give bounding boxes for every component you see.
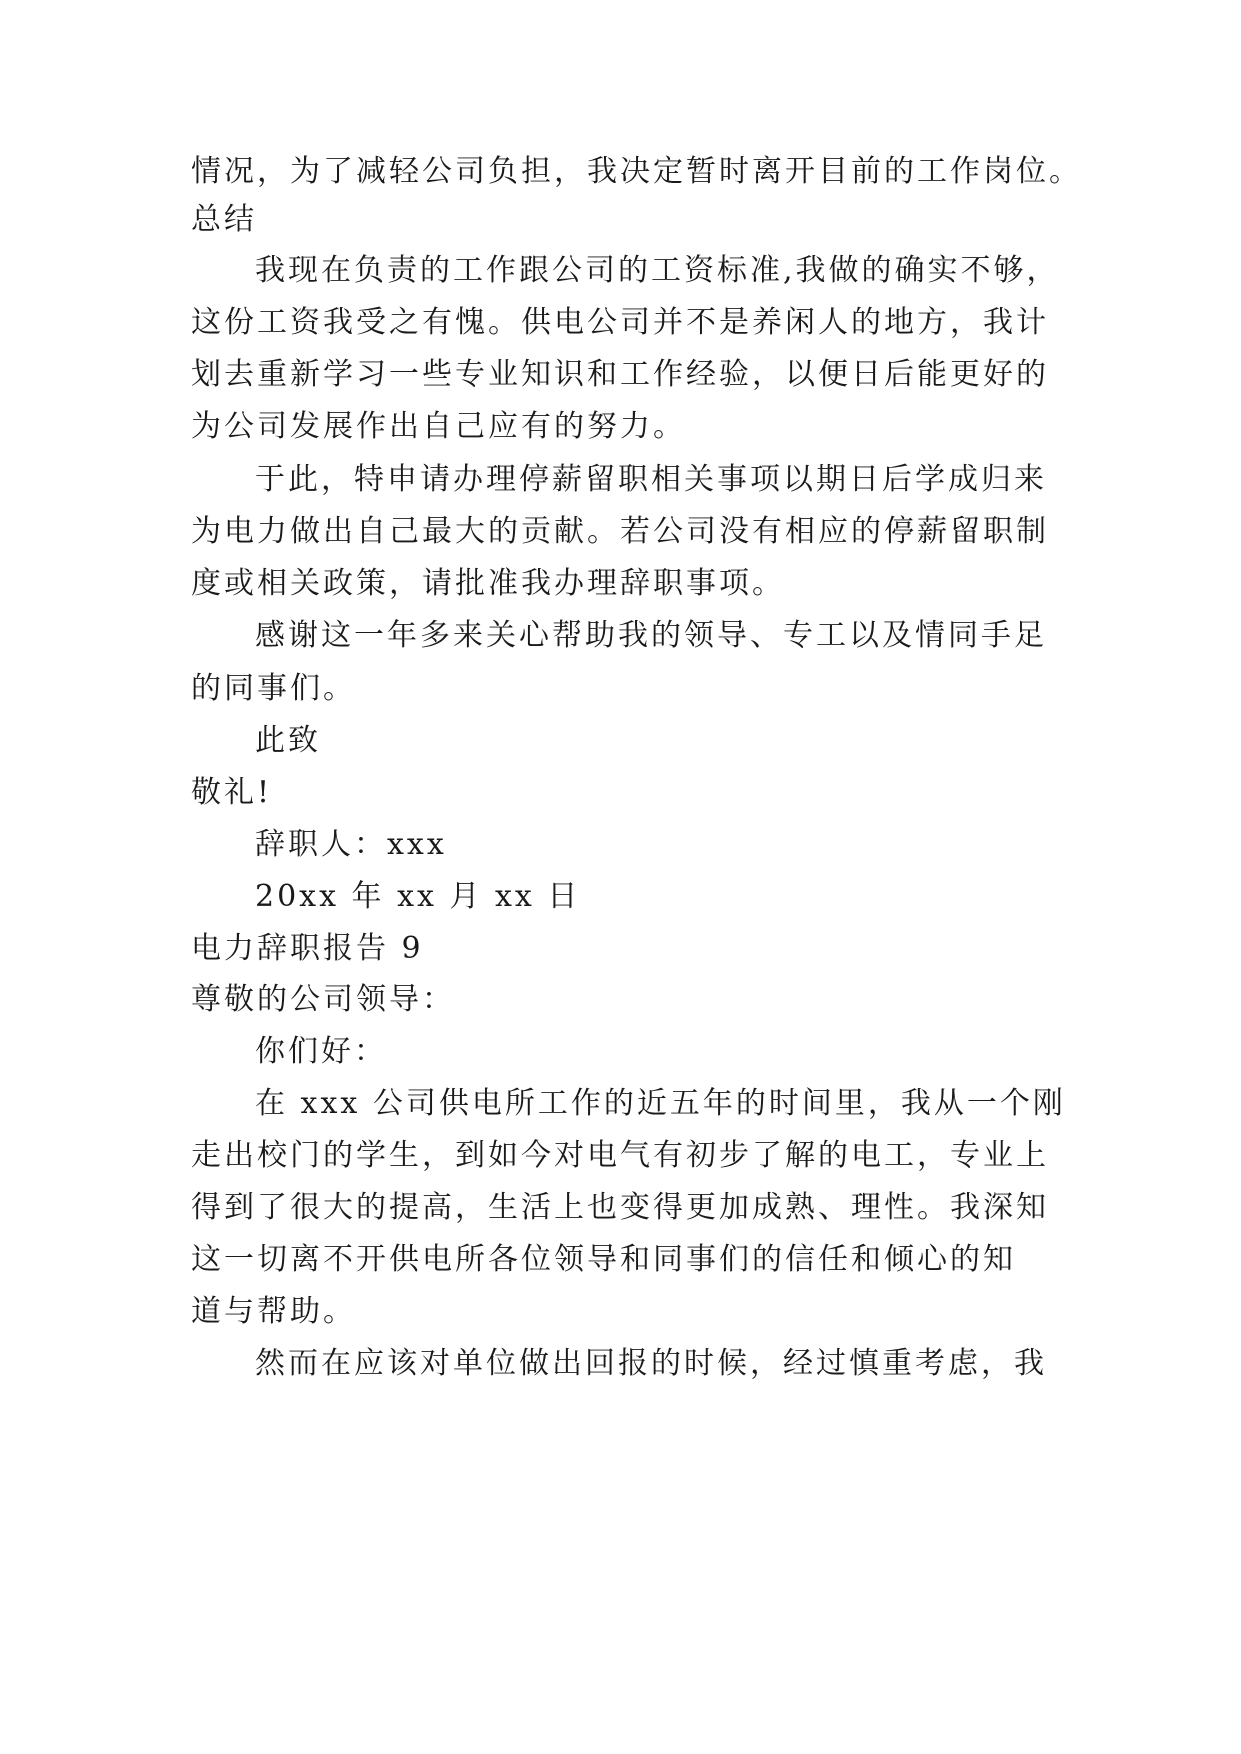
- paragraph-line: 在 xxx 公司供电所工作的近五年的时间里，我从一个刚: [255, 1086, 1066, 1121]
- paragraph-line: 我现在负责的工作跟公司的工资标准,我做的确实不够，: [255, 253, 1060, 288]
- paragraph-line: 走出校门的学生，到如今对电气有初步了解的电工，专业上: [191, 1138, 1049, 1173]
- paragraph-line: 于此，特申请办理停薪留职相关事项以期日后学成归来: [255, 462, 1047, 497]
- paragraph-line: 感谢这一年多来关心帮助我的领导、专工以及情同手足: [255, 618, 1047, 653]
- paragraph-line: 得到了很大的提高，生活上也变得更加成熟、理性。我深知: [191, 1190, 1049, 1225]
- closing-salutation: 敬礼!: [191, 775, 273, 810]
- paragraph-line: 度或相关政策，请批准我办理辞职事项。: [191, 566, 785, 601]
- closing-line: 此致: [255, 723, 321, 758]
- paragraph-line: 为电力做出自己最大的贡献。若公司没有相应的停薪留职制: [191, 514, 1049, 549]
- paragraph-line: 划去重新学习一些专业知识和工作经验，以便日后能更好的: [191, 357, 1049, 392]
- paragraph-line: 为公司发展作出自己应有的努力。: [191, 409, 686, 444]
- paragraph-line: 道与帮助。: [191, 1294, 356, 1329]
- greeting-line: 尊敬的公司领导：: [191, 982, 455, 1017]
- paragraph-line: 的同事们。: [191, 671, 356, 706]
- document-title: 电力辞职报告 9: [191, 931, 424, 966]
- signature-line: 辞职人：xxx: [255, 827, 447, 862]
- section-heading: 总结: [191, 202, 257, 237]
- date-line: 20xx 年 xx 月 xx 日: [255, 879, 581, 914]
- paragraph-line: 然而在应该对单位做出回报的时候，经过慎重考虑，我: [255, 1346, 1047, 1381]
- paragraph-line: 这一切离不开供电所各位领导和同事们的信任和倾心的知: [191, 1242, 1016, 1277]
- greeting-line: 你们好：: [255, 1034, 387, 1069]
- paragraph-line: 情况，为了减轻公司负担，我决定暂时离开目前的工作岗位。: [191, 154, 1082, 189]
- paragraph-line: 这份工资我受之有愧。供电公司并不是养闲人的地方，我计: [191, 305, 1049, 340]
